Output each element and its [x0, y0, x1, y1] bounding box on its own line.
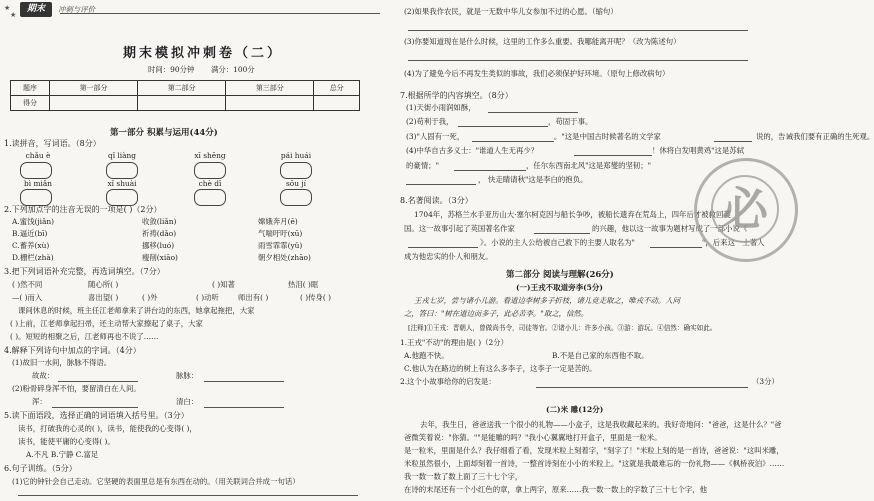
- q8-para: 国。这一故事引起了英国著名作家: [404, 224, 515, 233]
- q4-text: 4.解释下列诗句中加点的字词。（4分）: [4, 346, 141, 355]
- answer-line[interactable]: [204, 407, 284, 408]
- reading1-option: C.他认为在路边的树上有这么多李子，这李子一定是苦的。: [404, 364, 597, 373]
- answer-line[interactable]: [574, 155, 652, 156]
- answer-line[interactable]: [58, 381, 138, 382]
- reading1-para: 王戎七岁，尝与诸小儿游。看道边李树多子折枝，诸儿竞走取之，唯戎不动。人问: [414, 296, 681, 305]
- reading1-q1: 1.王戎"不动"的理由是( )（2分）: [400, 338, 508, 347]
- q4-word: 脉脉：: [176, 371, 199, 380]
- score-header-cell: 总分: [314, 81, 360, 96]
- reading2-title: (二)米 雕(12分): [546, 405, 604, 414]
- score-cell[interactable]: [226, 96, 314, 111]
- score-header-cell: 第三部分: [226, 81, 314, 96]
- answer-line[interactable]: [534, 233, 590, 234]
- score-table: [10, 80, 360, 111]
- q2-option: C.蓄养(xù): [12, 241, 50, 250]
- q2-option: 收敛(liǎn): [142, 217, 177, 226]
- q7-text: 7.根据所学的内容填空。（8分）: [400, 91, 513, 100]
- score-row-label: 得分: [11, 96, 50, 111]
- q6-3: (3)你要知道现在是什么时候，这里的工作多么重要。我哪能离开呢？（改为陈述句）: [404, 37, 681, 46]
- score-cell[interactable]: [138, 96, 226, 111]
- q3-para: ( )上前，江老师拿起扫帚，还主动帮大家擦起了桌子，大家: [10, 319, 203, 328]
- answer-box[interactable]: [280, 189, 312, 206]
- q2-option: 挪移(luó): [142, 241, 175, 250]
- q7-line: ，苟固于事。: [548, 117, 593, 126]
- answer-line[interactable]: [536, 387, 748, 388]
- q3-para: 课间休息的时候，班主任江老师拿来了讲台边的东西，她拿起拖把，大家: [18, 306, 255, 315]
- answer-box[interactable]: [194, 189, 226, 206]
- q8-para: "，后来这一土著人: [702, 238, 765, 247]
- exam-score: 满分：100分: [211, 65, 255, 74]
- q3-item: ( )然不同: [12, 280, 43, 289]
- q6-4: (4)为了避免今后不再发生类似的事故，我们必须保护好环境。（原句上修改病句）: [404, 69, 670, 78]
- header-badge: 期末: [20, 2, 52, 17]
- score-cell[interactable]: [314, 96, 360, 111]
- q8-para: 1704年，苏格兰水手亚历山大·塞尔柯克因与船长争吵，被船长遗弃在荒岛上，四年后才被救回英: [414, 210, 731, 219]
- answer-line[interactable]: [204, 381, 284, 382]
- reading1-title: (一)王戎不取道旁李(5分): [516, 283, 603, 292]
- score-cell[interactable]: [50, 96, 138, 111]
- answer-line[interactable]: [650, 247, 702, 248]
- star-icon: ★: [10, 11, 17, 19]
- reading2-para: 在诗的末尾还有一个小红色的章，拿上两字，原来……我一数一数上的字数了三十七个字，他: [404, 485, 708, 494]
- q3-item: ( )外: [142, 293, 158, 302]
- q3-item: 随心所( ): [88, 280, 119, 289]
- q2-option: D.栅栏(zhà): [12, 253, 54, 262]
- pinyin: pái huái: [280, 151, 312, 160]
- answer-line[interactable]: [52, 407, 138, 408]
- q8-para: 的兴趣，他以这一故事为题材写成了一部小说《: [592, 224, 748, 233]
- answer-line[interactable]: [408, 60, 748, 61]
- q2-option: 气喘吁吁(xū): [258, 229, 303, 238]
- header-band: [0, 2, 380, 18]
- q2-option: 祈祷(dǎo): [142, 229, 177, 238]
- q2-option: 嫦娥奔月(ē): [258, 217, 298, 226]
- exam-time: 时间：90分钟: [148, 65, 195, 74]
- q3-item: ( )知著: [212, 280, 235, 289]
- q7-line: ，任尔东西南北风"这是郑燮的坚韧；": [526, 161, 652, 170]
- q2-option: 瘦削(xiāo): [142, 253, 178, 262]
- q7-line: ，: [478, 175, 486, 184]
- q5-options: A.不凡 B.宁静 C.富足: [26, 450, 99, 459]
- q2-option: A.蜜饯(jiǎn): [12, 217, 55, 226]
- answer-line[interactable]: [472, 141, 554, 142]
- answer-box[interactable]: [194, 162, 226, 179]
- score-header-cell: 第二部分: [138, 81, 226, 96]
- header-rule: [60, 13, 380, 14]
- reading1-option: A.他跑不快。: [404, 351, 449, 360]
- reading1-q2: 2.这个小故事给你的启发是：: [400, 377, 496, 386]
- reading2-para: 去年，我生日，爸爸送我一个很小的礼物——小盒子，这是我收藏起来的。我好奇地问："爸爸，这是什么？"爸爸微笑着说："你猜。""是能雕的吗？"我小心翼翼地打开盒子，里面是一粒米。: [404, 420, 782, 442]
- answer-line[interactable]: [488, 112, 578, 113]
- q3-item: 师出有( ): [238, 293, 269, 302]
- pinyin: xī shēng: [194, 151, 226, 160]
- reading1-option: B.不是自己家的东西他不取。: [552, 351, 649, 360]
- exam-title: 期末模拟冲刺卷（二）: [122, 46, 284, 61]
- q3-item: ( )动听: [196, 293, 219, 302]
- header-label: 冲刺与评价: [58, 5, 95, 14]
- q7-line: ！休将白发唱黄鸡"这是苏轼: [652, 146, 745, 155]
- q4-word: 清白：: [176, 397, 199, 406]
- pinyin: xǐ shuài: [107, 179, 137, 188]
- pinyin: sōu jí: [285, 179, 307, 188]
- q7-line: (3)"人固有一死，: [406, 132, 465, 141]
- answer-line[interactable]: [18, 495, 358, 496]
- q3-item: ( )传身( ): [300, 293, 332, 302]
- pinyin: chè dǐ: [198, 179, 222, 188]
- answer-box[interactable]: [106, 162, 138, 179]
- q1-text: 1.读拼音，写词语。（8分）: [4, 139, 101, 148]
- q5-para: 读书，打破我的心灵的( )，读书，能使我的心变得( )，: [18, 424, 197, 433]
- q7-line: 。"这是中国古时候著名的文学家: [554, 132, 661, 141]
- q5-text: 5.读下面语段，选择正确的词语填入括号里。（3分）: [4, 411, 189, 420]
- q3-text: 3.把下列词语补充完整，再选词填空。（7分）: [4, 267, 165, 276]
- q3-item: 喜出望( ): [88, 293, 119, 302]
- answer-line[interactable]: [714, 141, 752, 142]
- q2-option: 雨雪霏霏(yǔ): [258, 241, 303, 250]
- reading2-para: 是一粒米，里面是什么？我仔细看了看，发现米粒上刻着字，"刻字了！"米粒上刻的是一首诗，爸爸说："这叫米雕，米粒虽然很小，上面却刻着一首诗，一整首诗刻在小小的米粒上。"这就是我最难忘的一份礼物——《枫桥夜泊》……我一数一数了数上面了三十七个字，: [404, 446, 785, 481]
- q6-text: 6.句子训练。（5分）: [4, 464, 77, 473]
- q6-line: (1)它的钟针会自己走动。它坚硬的表面里总是有东西在动的。（用关联词合并成一句话）: [12, 477, 300, 486]
- left-page: [0, 0, 388, 501]
- score-header-cell: 第一部分: [50, 81, 138, 96]
- watermark-char: 必: [711, 175, 779, 243]
- part2-title: 第二部分 阅读与理解(26分): [506, 270, 614, 280]
- q3-item: —( )而入: [12, 293, 43, 302]
- reading1-para: 之，答曰："树在道边而多子，此必苦李。"取之，信然。: [404, 309, 589, 318]
- q8-para: 成为他忠实的仆人和朋友。: [404, 252, 493, 261]
- star-icon: ★: [4, 4, 11, 12]
- part1-title: 第一部分 积累与运用(44分): [110, 128, 218, 138]
- answer-line[interactable]: [458, 126, 548, 127]
- reading1-q2-score: （3分）: [752, 377, 779, 386]
- q2-text: 2.下列加点字的注音无误的一项是( )（2分）: [4, 205, 162, 214]
- q4-word: 浑：: [32, 397, 47, 406]
- pinyin: qǐ liàng: [107, 151, 137, 160]
- q4-word: 故故：: [32, 371, 55, 380]
- q8-text: 8.名著阅读。（3分）: [400, 196, 473, 205]
- answer-line[interactable]: [408, 30, 748, 31]
- answer-box[interactable]: [280, 162, 312, 179]
- answer-line[interactable]: [408, 247, 478, 248]
- q7-line: 说的，告诫我们要有正确的生死观。: [756, 132, 874, 141]
- answer-line[interactable]: [454, 170, 526, 171]
- q7-line: (1)天街小雨润如酥，: [406, 103, 476, 112]
- q4-line: (2)粉骨碎身浑不怕，要留清白在人间。: [12, 384, 141, 393]
- q3-para: ( )。短短的相聚之后，江老师再也不说了……: [10, 332, 159, 341]
- answer-line[interactable]: [406, 184, 476, 185]
- q7-line: 快走睛请秋"这是李白的抱负。: [488, 175, 588, 184]
- reading1-note: [注释]①王戎：晋朝人，曾做尚书令，司徒等官。②诸小儿：许多小孩。③游：游玩。④信然：确实如此。: [408, 324, 717, 332]
- watermark-stamp: [694, 158, 798, 262]
- q2-option: B.逼近(bī): [12, 229, 48, 238]
- q3-item: 热泪( )眶: [288, 280, 319, 289]
- answer-box[interactable]: [20, 189, 52, 206]
- score-header-cell: 题序: [11, 81, 50, 96]
- q5-para: 读书，能使平庸的心变得( )。: [18, 437, 115, 446]
- q2-option: 朝夕相处(zhāo): [258, 253, 311, 262]
- q7-line: (2)苟利于我，: [406, 117, 454, 126]
- q6-2: (2)如果我作农民，就是一无数中华儿女参加不过的心愿。（缩句）: [404, 7, 618, 16]
- pinyin: bì miǎn: [24, 179, 52, 188]
- q4-line: (1)故旧一水间，脉脉不得语。: [12, 358, 112, 367]
- q7-line: 的豪情；": [406, 161, 439, 170]
- answer-box[interactable]: [20, 162, 52, 179]
- q7-line: (4)中华自古多义士："谁道人生无再少？: [406, 146, 539, 155]
- q8-para: 》。小说的主人公给被自己救下的主要人取名为": [480, 238, 635, 247]
- answer-box[interactable]: [106, 189, 138, 206]
- pinyin: chǎu è: [25, 151, 51, 160]
